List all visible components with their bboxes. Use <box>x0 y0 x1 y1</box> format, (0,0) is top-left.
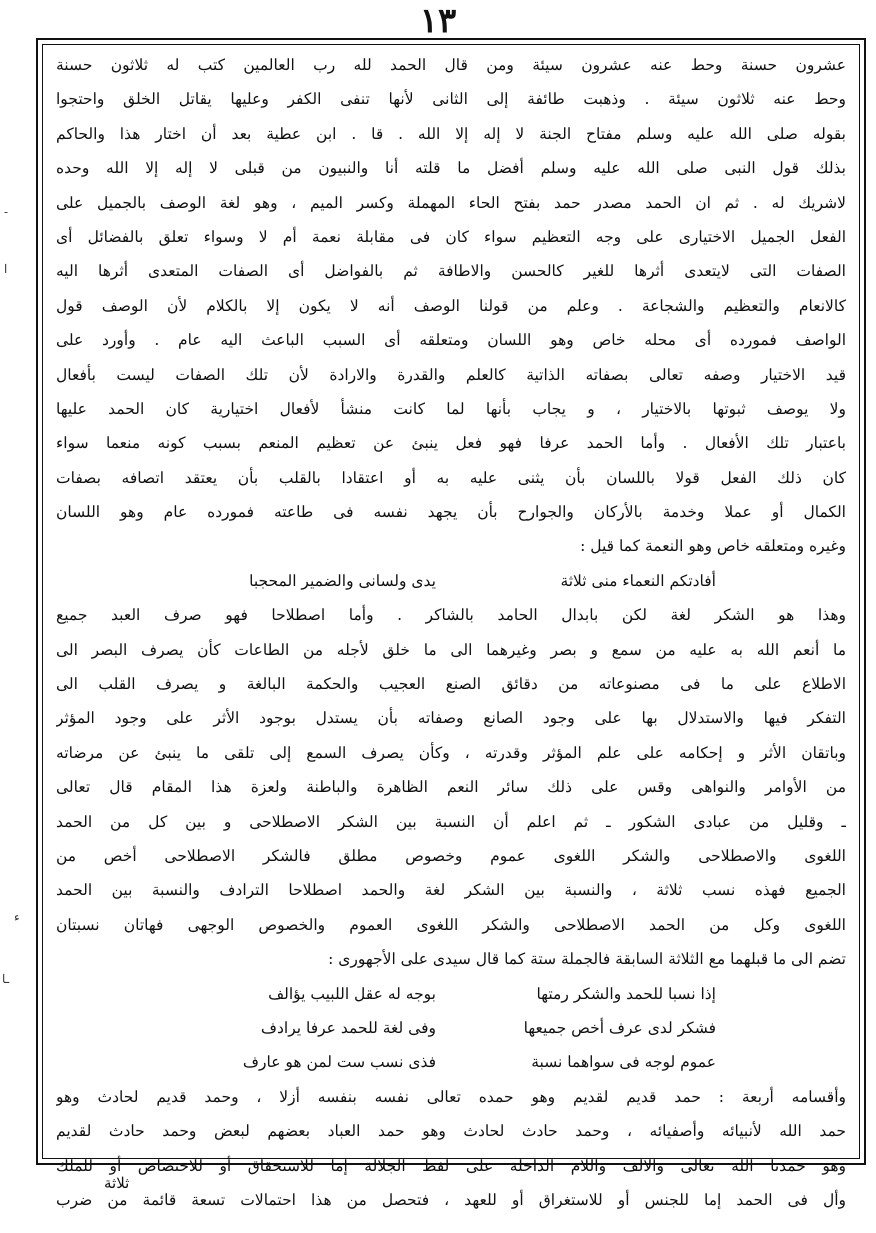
text-line: الواصف فمورده أى محله خاص وهو اللسان ومتعلقه أى السبب الباعث اليه عام . وأورد على <box>56 331 846 350</box>
margin-mark: ا <box>4 262 8 276</box>
margin-mark: ـا <box>2 972 10 986</box>
verse-hemistich-right: إذا نسبا للحمد والشكر رمتها <box>536 984 716 1003</box>
text-line: قيد الاختيار وصفه تعالى بصفاته الذاتية كالعلم والقدرة والارادة لأن تلك الصفات ليست بأفعال <box>56 365 846 384</box>
verse-hemistich-right: فشكر لدى عرف أخص جميعها <box>523 1018 716 1037</box>
text-line: حمد الله لأنبيائه وأصفيائه ، وحمد حادث لحادث وهو حمد العباد بعضهم لبعض وحمد حادث لقديم <box>56 1122 846 1141</box>
verse-line <box>56 564 846 598</box>
text-line: ولا يوصف ثبوتها بالاختيار ، و يجاب بأنها لما كانت منشأ لأفعال اختيارية كان الحمد عليها <box>56 399 846 418</box>
catchword: ثلاثة <box>104 1174 130 1192</box>
text-line: وهو حمدنا الله تعالى والالف واللام الداخلة على لفظ الجلالة إما للاستحقاق أو للاختصاص أو للملك <box>56 1156 846 1175</box>
verse-hemistich-left: يدى ولسانى والضمير المحجبا <box>249 571 436 590</box>
text-line: ـ وقليل من عبادى الشكور ـ ثم اعلم أن النسبة بين الشكر الاصطلاحى و بين كل من الحمد <box>56 812 846 831</box>
text-line: بقوله صلى الله عليه وسلم مفتاح الجنة لا إله إلا الله . قا . ابن عطية بعد أن اختار هذا والحاكم <box>56 124 846 143</box>
verse-hemistich-left: وفى لغة للحمد عرفا يرادف <box>260 1018 436 1037</box>
text-line: الكمال أو عملا وخدمة بالأركان والجوارح بأن يجهد نفسه فى طاعته فمورده عام وهو اللسان <box>56 503 846 522</box>
text-line: الصفات التى لايتعدى أثرها للغير كالحسن والاطافة ثم بالفواضل أى الصفات المتعدى أثرها اليه <box>56 262 846 281</box>
verse-line <box>56 977 846 1011</box>
text-line: كان ذلك الفعل قولا باللسان بأن يثنى عليه به أو اعتقادا بالقلب بأن يعتقد اتصافه بصفات <box>56 468 846 487</box>
text-line: وحط عنه ثلاثون سيئة . وذهبت طائفة إلى الثانى لأنها تنفى الكفر وعليها يقاتل الخلق واحتجوا <box>56 90 846 109</box>
text-line: ما أنعم الله به عليه من سمع و بصر وغيرهما الى ما خلق لأجله من الطاعات كأن يصرف البصر الى <box>56 640 846 659</box>
verse-hemistich-left: بوجه له عقل اللبيب يؤالف <box>268 984 436 1003</box>
text-line: وهذا هو الشكر لغة لكن بابدال الحامد بالشاكر . وأما اصطلاحا فهو صرف العبد جميع <box>56 606 846 625</box>
text-line: اللغوى وكل من الحمد الاصطلاحى والشكر اللغوى العموم والخصوص الوجهى فهاتان نسبتان <box>56 915 846 934</box>
text-line: الفعل الجميل الاختيارى على وجه التعظيم سواء كان فى مقابلة نعمة أم لا وسواء تعلق بالفضائل أى <box>56 227 846 246</box>
verse-hemistich-left: فذى نسب ست لمن هو عارف <box>242 1053 436 1072</box>
text-line: وغيره ومتعلقه خاص وهو النعمة كما قيل : <box>580 537 846 556</box>
text-line: التفكر فيها والاستدلال بها على وجود الصانع وصفاته بأن يستدل بوجود الأثر على وجود المؤثر <box>56 709 846 728</box>
text-line: الجميع فهذه نسب ثلاثة ، والنسبة بين الشكر لغة والحمد اصطلاحا الترادف والنسبة بين الحمد <box>56 881 846 900</box>
text-line: من الأوامر والنواهى وقس على ذلك سائر النعم الظاهرة والباطنة ولعزة هذا المقام قال تعالى <box>56 778 846 797</box>
text-line: باعتبار تلك الأفعال . وأما الحمد عرفا فهو فعل ينبئ عن تعظيم المنعم بسبب كونه منعما سواء <box>56 434 846 453</box>
verse-line <box>56 1011 846 1045</box>
text-line: بذلك قول النبى صلى الله عليه وسلم أفضل ما قلته أنا والنبيون من قبلى لا إله إلا الله وحده <box>56 159 846 178</box>
margin-mark: ء <box>14 910 20 924</box>
text-line: وأل فى الحمد إما للجنس أو للاستغراق أو للعهد ، فتحصل من هذا احتمالات تسعة قائمة من ضرب <box>56 1190 846 1209</box>
text-line: لاشريك له . ثم ان الحمد مصدر حمد بفتح الحاء المهملة وكسر الميم ، وهو لغة الوصف بالجميل على <box>56 193 846 212</box>
verse-hemistich-right: أفادتكم النعماء منى ثلاثة <box>560 571 716 590</box>
page-number: ١٣ <box>419 1 457 41</box>
text-line: وباتقان الأثر و إحكامه على علم المؤثر وقدرته ، وكأن يصرف السمع إلى تلقى ما ينبئ عن مرضاته <box>56 743 846 762</box>
text-line: كالانعام والتعظيم والشجاعة . وعلم من قولنا الوصف أنه لا يكون إلا بالكلام لأن الوصف قول <box>56 296 846 315</box>
text-line: اللغوى والاصطلاحى والشكر اللغوى عموم وخصوص مطلق فالشكر الاصطلاحى أخص من <box>56 846 846 865</box>
text-line: وأقسامه أربعة : حمد قديم لقديم وهو حمده تعالى نفسه بنفسه أزلا ، وحمد قديم لحادث وهو <box>56 1087 846 1106</box>
text-line: تضم الى ما قبلهما مع الثلاثة السابقة فالجملة ستة كما قال سيدى على الأجهورى : <box>328 950 846 969</box>
verse-line <box>56 1045 846 1079</box>
text-line: عشرون حسنة وحط عنه عشرون سيئة ومن قال الحمد لله رب العالمين كتب له ثلاثون حسنة <box>56 56 846 74</box>
margin-mark: - <box>4 205 9 219</box>
text-line: الاطلاع على ما فى مصنوعاته من دقائق الصنع العجيب والحكمة البالغة و يصرف القلب الى <box>56 675 846 694</box>
verse-hemistich-right: عموم لوجه فى سواهما نسبة <box>531 1053 716 1072</box>
main-text <box>56 48 846 1217</box>
